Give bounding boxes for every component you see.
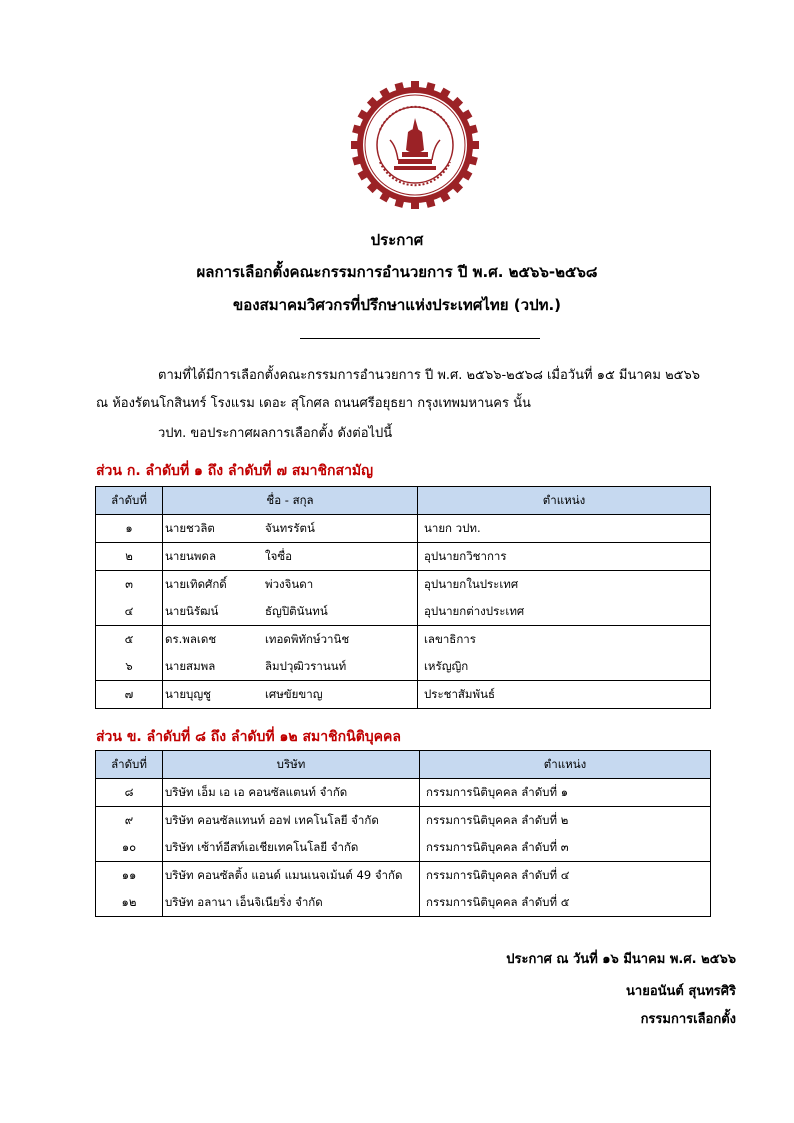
column-header-name: ชื่อ - สกุล: [163, 487, 418, 515]
juristic-members-table: [95, 750, 711, 917]
row-number: ๑: [96, 515, 163, 543]
association-seal-icon: [350, 80, 480, 210]
position: อุปนายกวิชาการ: [418, 543, 711, 571]
section-a-heading: ส่วน ก. ลำดับที่ ๑ ถึง ลำดับที่ ๗ สมาชิกสามัญ: [96, 463, 374, 479]
table-row: [96, 598, 711, 626]
title-divider: [300, 338, 540, 339]
last-name: ธัญปิตินันทน์: [265, 598, 418, 626]
position: อุปนายกในประเทศ: [418, 571, 711, 599]
position: กรรมการนิติบุคคล ลำดับที่ ๕: [420, 889, 711, 917]
row-number: ๓: [96, 571, 163, 599]
last-name: ลิมปวุฒิวรานนท์: [265, 653, 418, 681]
first-name: นายสมพล: [163, 653, 266, 681]
table-row: [96, 834, 711, 862]
row-number: ๑๒: [96, 889, 163, 917]
last-name: พ่วงจินดา: [265, 571, 418, 599]
intro-paragraph-line2: ณ ห้องรัตนโกสินทร์ โรงแรม เดอะ สุโกศล ถนนศรีอยุธยา กรุงเทพมหานคร นั้น: [96, 396, 531, 411]
position: กรรมการนิติบุคคล ลำดับที่ ๓: [420, 834, 711, 862]
column-header-company: บริษัท: [163, 751, 420, 779]
signer-role: กรรมการเลือกตั้ง: [640, 1012, 736, 1027]
first-name: นายชวลิต: [163, 515, 266, 543]
row-number: ๔: [96, 598, 163, 626]
last-name: ใจซื่อ: [265, 543, 418, 571]
table-row: [96, 807, 711, 835]
association-name: ของสมาคมวิศวกรที่ปรึกษาแห่งประเทศไทย (วปท.): [232, 296, 562, 314]
table-row: [96, 862, 711, 890]
position: กรรมการนิติบุคคล ลำดับที่ ๒: [420, 807, 711, 835]
table-row: [96, 779, 711, 807]
position: กรรมการนิติบุคคล ลำดับที่ ๔: [420, 862, 711, 890]
section-b-heading: ส่วน ข. ลำดับที่ ๘ ถึง ลำดับที่ ๑๒ สมาชิกนิติบุคคล: [96, 729, 401, 745]
company-name: บริษัท เซ้าท์อีสท์เอเชียเทคโนโลยี จำกัด: [163, 834, 420, 862]
table-row: [96, 626, 711, 654]
announcement-subject: ผลการเลือกตั้งคณะกรรมการอำนวยการ ปี พ.ศ. ๒๕๖๖-๒๕๖๘: [196, 263, 598, 281]
column-header-position: ตำแหน่ง: [420, 751, 711, 779]
last-name: จันทรรัตน์: [265, 515, 418, 543]
table-row: [96, 571, 711, 599]
row-number: ๕: [96, 626, 163, 654]
table-row: [96, 889, 711, 917]
position: เลขาธิการ: [418, 626, 711, 654]
signer-name: นายอนันต์ สุนทรศิริ: [626, 984, 736, 999]
column-header-position: ตำแหน่ง: [418, 487, 711, 515]
row-number: ๒: [96, 543, 163, 571]
table-row: [96, 653, 711, 681]
company-name: บริษัท คอนซัลติ้ง แอนด์ แมนเนจเม้นต์ 49 จำกัด: [163, 862, 420, 890]
position: นายก วปท.: [418, 515, 711, 543]
company-name: บริษัท คอนซัลแทนท์ ออฟ เทคโนโลยี จำกัด: [163, 807, 420, 835]
row-number: ๗: [96, 681, 163, 709]
table-row: [96, 515, 711, 543]
column-header-no: ลำดับที่: [96, 487, 163, 515]
row-number: ๑๐: [96, 834, 163, 862]
column-header-no: ลำดับที่: [96, 751, 163, 779]
first-name: นายบุญชู: [163, 681, 266, 709]
position: เหรัญญิก: [418, 653, 711, 681]
ordinary-members-table: [95, 486, 711, 709]
first-name: นายเทิดศักดิ์: [163, 571, 266, 599]
row-number: ๙: [96, 807, 163, 835]
first-name: ดร.พลเดช: [163, 626, 266, 654]
row-number: ๘: [96, 779, 163, 807]
intro-paragraph-line3: วปท. ขอประกาศผลการเลือกตั้ง ดังต่อไปนี้: [158, 426, 393, 441]
table-row: [96, 681, 711, 709]
first-name: นายนพดล: [163, 543, 266, 571]
intro-paragraph-line1: ตามที่ได้มีการเลือกตั้งคณะกรรมการอำนวยการ ปี พ.ศ. ๒๕๖๖-๒๕๖๘ เมื่อวันที่ ๑๕ มีนาคม ๒๕๖๖: [158, 368, 700, 383]
row-number: ๖: [96, 653, 163, 681]
announcement-date: ประกาศ ณ วันที่ ๑๖ มีนาคม พ.ศ. ๒๕๖๖: [506, 952, 736, 967]
last-name: เทอดพิทักษ์วานิช: [265, 626, 418, 654]
company-name: บริษัท เอ็ม เอ เอ คอนซัลแตนท์ จำกัด: [163, 779, 420, 807]
announcement-title: ประกาศ: [370, 231, 424, 249]
position: ประชาสัมพันธ์: [418, 681, 711, 709]
position: อุปนายกต่างประเทศ: [418, 598, 711, 626]
row-number: ๑๑: [96, 862, 163, 890]
position: กรรมการนิติบุคคล ลำดับที่ ๑: [420, 779, 711, 807]
table-row: [96, 543, 711, 571]
first-name: นายนิรัฒน์: [163, 598, 266, 626]
last-name: เศษขัยขาญ: [265, 681, 418, 709]
company-name: บริษัท อลานา เอ็นจิเนียริ่ง จำกัด: [163, 889, 420, 917]
